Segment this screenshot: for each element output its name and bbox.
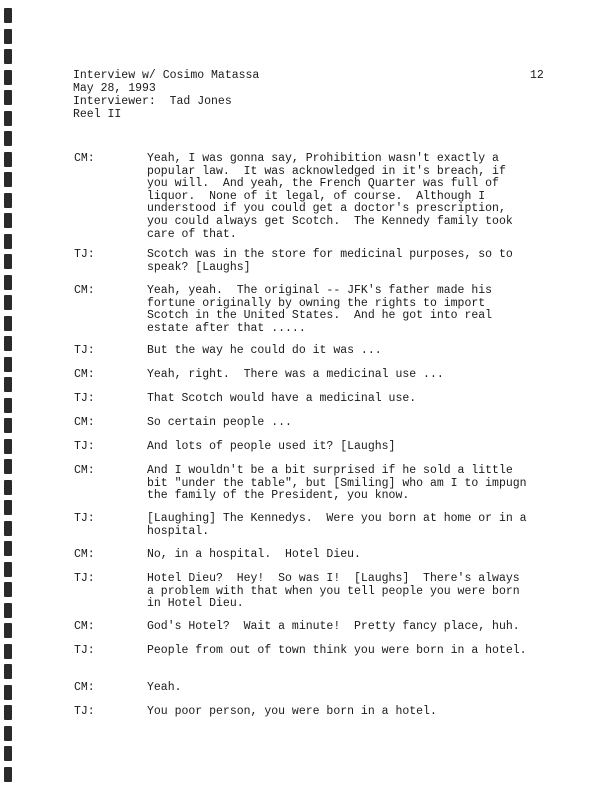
binding-hole	[4, 8, 12, 23]
binding-hole	[4, 275, 12, 290]
speech-text	[147, 645, 567, 658]
binding-hole	[4, 295, 12, 310]
speech-text	[147, 285, 567, 335]
binding-hole	[4, 500, 12, 515]
speech-line: fortune originally by owning the rights to import	[147, 296, 486, 310]
binding-hole	[4, 254, 12, 269]
speech-line: No, in a hospital. Hotel Dieu.	[147, 548, 361, 561]
speech-line: Scotch was in the store for medicinal purposes, so to	[147, 248, 513, 261]
binding-hole	[4, 377, 12, 392]
binding-hole	[4, 439, 12, 454]
speech-text	[147, 465, 567, 503]
speaker-label: TJ:	[74, 248, 95, 261]
speech-line: hospital.	[147, 524, 210, 538]
binding-hole	[4, 398, 12, 413]
speech-line: Yeah.	[147, 681, 182, 694]
speaker-label: CM:	[74, 464, 95, 477]
speech-text	[147, 369, 567, 382]
speaker-label: CM:	[74, 368, 95, 381]
speech-line: Yeah, I was gonna say, Prohibition wasn't exactly a	[147, 152, 499, 165]
speech-text	[147, 573, 567, 611]
speech-text	[147, 682, 567, 695]
binding-hole	[4, 705, 12, 720]
binding-hole	[4, 603, 12, 618]
speech-text	[147, 441, 567, 454]
speech-line: speak? [Laughs]	[147, 260, 251, 274]
binding-hole	[4, 623, 12, 638]
speaker-label: CM:	[74, 152, 95, 165]
binding-hole	[4, 746, 12, 761]
binding-hole	[4, 316, 12, 331]
speaker-label: TJ:	[74, 644, 95, 657]
binding-hole	[4, 664, 12, 679]
interviewer-line: Interviewer: Tad Jones	[73, 95, 232, 108]
binding-hole	[4, 152, 12, 167]
reel-label: Reel II	[73, 108, 122, 121]
speech-line: People from out of town think you were born in a hotel.	[147, 644, 527, 657]
interview-date: May 28, 1993	[73, 82, 156, 95]
speaker-label: CM:	[74, 681, 95, 694]
binding-hole	[4, 685, 12, 700]
binding-holes	[0, 0, 16, 792]
binding-hole	[4, 336, 12, 351]
binding-hole	[4, 459, 12, 474]
speaker-label: TJ:	[74, 572, 95, 585]
speech-text	[147, 706, 567, 719]
binding-hole	[4, 480, 12, 495]
speaker-label: TJ:	[74, 512, 95, 525]
speech-line: popular law. It was acknowledged in it's breach, if	[147, 164, 506, 178]
speech-line: That Scotch would have a medicinal use.	[147, 392, 417, 405]
speech-line: So certain people ...	[147, 416, 292, 429]
transcript-header	[73, 69, 259, 121]
binding-hole	[4, 29, 12, 44]
speech-text	[147, 153, 567, 241]
speech-line: understood if you could get a doctor's prescription,	[147, 202, 506, 216]
speaker-label: CM:	[74, 548, 95, 561]
page-number: 12	[530, 69, 544, 82]
speech-text	[147, 393, 567, 406]
speech-line: God's Hotel? Wait a minute! Pretty fancy place, huh.	[147, 620, 520, 633]
binding-hole	[4, 172, 12, 187]
binding-hole	[4, 418, 12, 433]
speech-line: And lots of people used it? [Laughs]	[147, 440, 396, 453]
binding-hole	[4, 357, 12, 372]
speech-line: liquor. None of it legal, of course. Although I	[147, 189, 486, 203]
speech-line: Scotch in the United States. And he got into real	[147, 309, 493, 323]
binding-hole	[4, 131, 12, 146]
speech-text	[147, 417, 567, 430]
speech-line: Yeah, yeah. The original -- JFK's father made his	[147, 284, 493, 297]
binding-hole	[4, 234, 12, 249]
binding-hole	[4, 90, 12, 105]
speech-line: a problem with that when you tell people you were born	[147, 584, 520, 598]
speech-line: estate after that .....	[147, 321, 306, 335]
speech-text	[147, 345, 567, 358]
binding-hole	[4, 541, 12, 556]
speaker-label: CM:	[74, 284, 95, 297]
speech-line: you will. And yeah, the French Quarter was full of	[147, 177, 499, 191]
speech-line: Hotel Dieu? Hey! So was I! [Laughs] There's always	[147, 572, 520, 585]
speaker-label: TJ:	[74, 705, 95, 718]
speech-text	[147, 621, 567, 634]
binding-hole	[4, 562, 12, 577]
speech-line: you could always get Scotch. The Kennedy family took	[147, 214, 513, 228]
interview-title: Interview w/ Cosimo Matassa	[73, 69, 260, 82]
speech-line: And I wouldn't be a bit surprised if he sold a little	[147, 464, 513, 477]
speech-line: [Laughing] The Kennedys. Were you born at home or in a	[147, 512, 527, 525]
speech-line: But the way he could do it was ...	[147, 344, 382, 357]
binding-hole	[4, 70, 12, 85]
speech-text	[147, 513, 567, 538]
speech-line: the family of the President, you know.	[147, 489, 410, 503]
binding-hole	[4, 644, 12, 659]
speaker-label: TJ:	[74, 392, 95, 405]
speech-line: care of that.	[147, 227, 237, 241]
speech-text	[147, 249, 567, 274]
binding-hole	[4, 49, 12, 64]
binding-hole	[4, 521, 12, 536]
binding-hole	[4, 213, 12, 228]
binding-hole	[4, 111, 12, 126]
binding-hole	[4, 582, 12, 597]
speech-line: bit "under the table", but [Smiling] who am I to impugn	[147, 476, 527, 490]
speaker-label: CM:	[74, 620, 95, 633]
speaker-label: CM:	[74, 416, 95, 429]
binding-hole	[4, 726, 12, 741]
binding-hole	[4, 193, 12, 208]
speech-text	[147, 549, 567, 562]
speech-line: You poor person, you were born in a hotel.	[147, 705, 437, 718]
speech-line: in Hotel Dieu.	[147, 597, 244, 611]
binding-hole	[4, 767, 12, 782]
speaker-label: TJ:	[74, 344, 95, 357]
speaker-label: TJ:	[74, 440, 95, 453]
speech-line: Yeah, right. There was a medicinal use ...	[147, 368, 444, 381]
